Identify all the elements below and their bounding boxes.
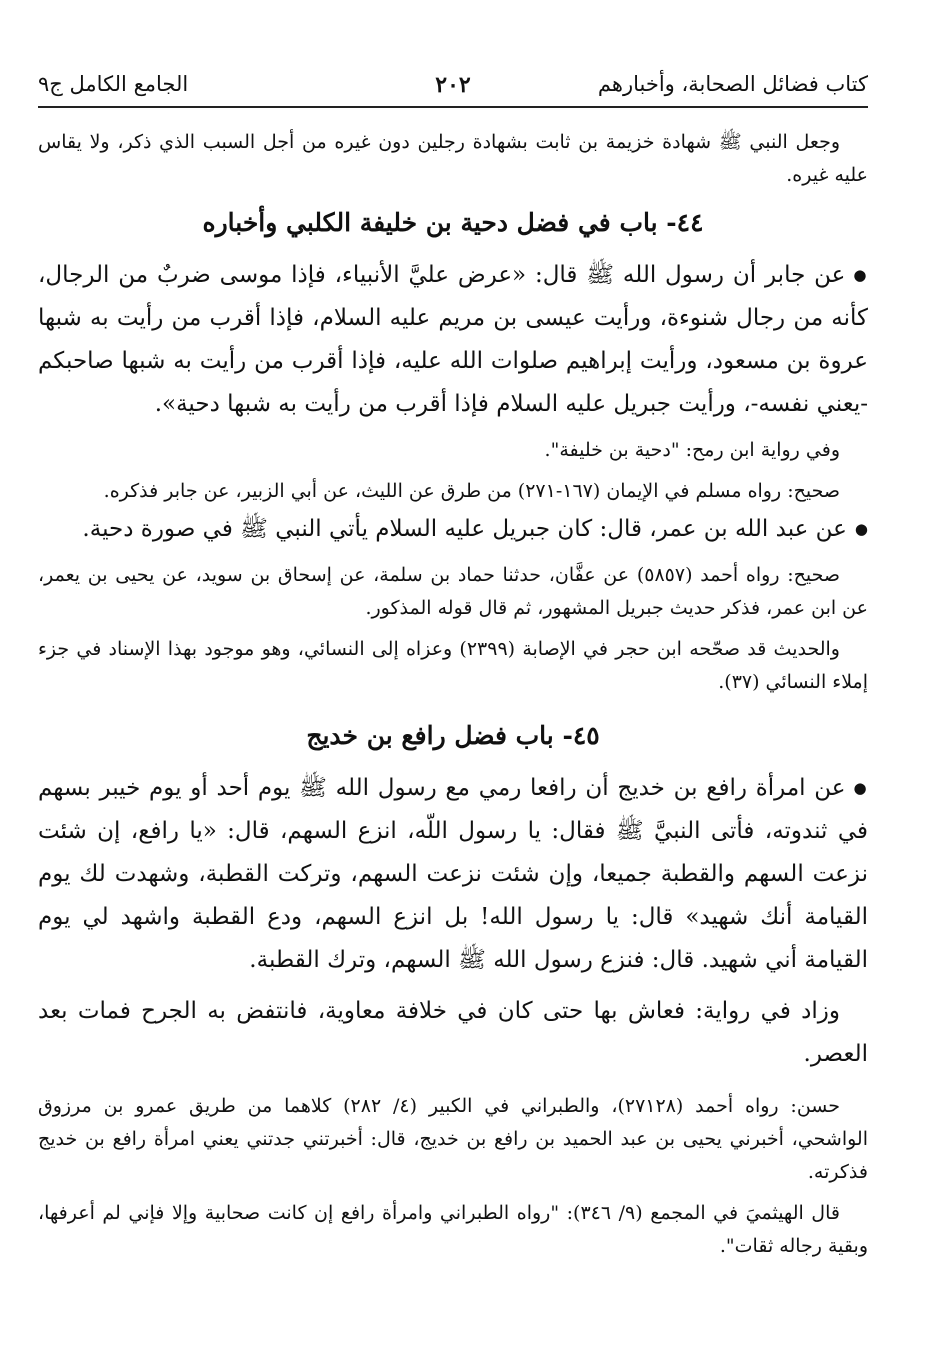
book-page xyxy=(38,0,868,1371)
chapter-45-hadith-1: ● عن امرأة رافع بن خديج أن رافعا رمي مع رسول الله ﷺ يوم أحد أو يوم خيبر بسهم في ثندوته، فأتى النبيَّ ﷺ فقال: يا رسول اللّه، انزع السهم، قال: «يا رافع، إن شئت نزعت السهم والقطبة جميعا، وإن شئت نزعت السهم، وتركت القطبة، وشهدت لك يوم القيامة أنك شهيد» قال: يا رسول الله! بل انزع السهم، ودع القطبة واشهد لي يوم القيامة أني شهيد. قال: فنزع رسول الله ﷺ السهم، وترك القطبة. xyxy=(38,767,868,982)
volume-label: الجامع الكامل ج٩ xyxy=(38,72,189,96)
chapter-44-hadith-1: ● عن جابر أن رسول الله ﷺ قال: «عرض عليَّ الأنبياء، فإذا موسى ضربٌ من الرجال، كأنه من رجال شنوءة، ورأيت عيسى بن مريم عليه السلام، فإذا أقرب من رأيت به شبها عروة بن مسعود، ورأيت إبراهيم صلوات الله عليه، فإذا أقرب من رأيت به شبها صاحبكم -يعني نفسه-، ورأيت جبريل عليه السلام فإذا أقرب من رأيت به شبها دحية». xyxy=(38,254,868,426)
chapter-44-comment: والحديث قد صحّحه ابن حجر في الإصابة (٢٣٩٩) وعزاه إلى النسائي، وهو موجود بهذا الإسناد في جزء إملاء النسائي (٣٧). xyxy=(38,638,868,693)
running-header xyxy=(38,66,868,106)
chapter-45-heading: ٤٥- باب فضل رافع بن خديج xyxy=(306,721,600,750)
chapter-44-hadith-2: ● عن عبد الله بن عمر، قال: كان جبريل عليه السلام يأتي النبي ﷺ في صورة دحية. xyxy=(38,508,868,551)
chapter-44-riwaya: وفي رواية ابن رمح: "دحية بن خليفة". xyxy=(544,439,840,461)
page-number: ٢٠٢ xyxy=(435,72,471,98)
chapter-44-takhrij-1: صحيح: رواه مسلم في الإيمان (١٦٧-٢٧١) من طرق عن الليث، عن أبي الزبير، عن جابر فذكره. xyxy=(103,480,840,502)
chapter-44-heading: ٤٤- باب في فضل دحية بن خليفة الكلبي وأخباره xyxy=(202,208,704,237)
header-rule xyxy=(38,106,868,108)
chapter-45-ziyada: وزاد في رواية: فعاش بها حتى كان في خلافة معاوية، فانتفض به الجرح فمات بعد العصر. xyxy=(38,998,868,1067)
page-body xyxy=(38,126,868,1263)
intro-note: وجعل النبي ﷺ شهادة خزيمة بن ثابت بشهادة رجلين دون غيره من أجل السبب الذي ذكر، ولا يقاس عليه غيره. xyxy=(38,131,868,186)
chapter-44-takhrij-2: صحيح: رواه أحمد (٥٨٥٧) عن عفَّان، حدثنا حماد بن سلمة، عن إسحاق بن سويد، عن يحيى بن يعمر، عن ابن عمر، فذكر حديث جبريل المشهور، ثم قال قوله المذكور. xyxy=(38,564,868,619)
book-title: كتاب فضائل الصحابة، وأخبارهم xyxy=(597,72,868,96)
chapter-45-takhrij: حسن: رواه أحمد (٢٧١٢٨)، والطبراني في الكبير (٤/ ٢٨٢) كلاهما من طريق عمرو بن مرزوق الواشحي، أخبرني يحيى بن عبد الحميد بن رافع بن خديج، قال: أخبرتني جدتني يعني امرأة رافع بن خديج فذكرته. xyxy=(38,1095,868,1183)
chapter-45-haythami: قال الهيثميَ في المجمع (٩/ ٣٤٦): "رواه الطبراني وامرأة رافع إن كانت صحابية وإلا فإني لم أعرفها، وبقية رجاله ثقات". xyxy=(38,1202,868,1257)
